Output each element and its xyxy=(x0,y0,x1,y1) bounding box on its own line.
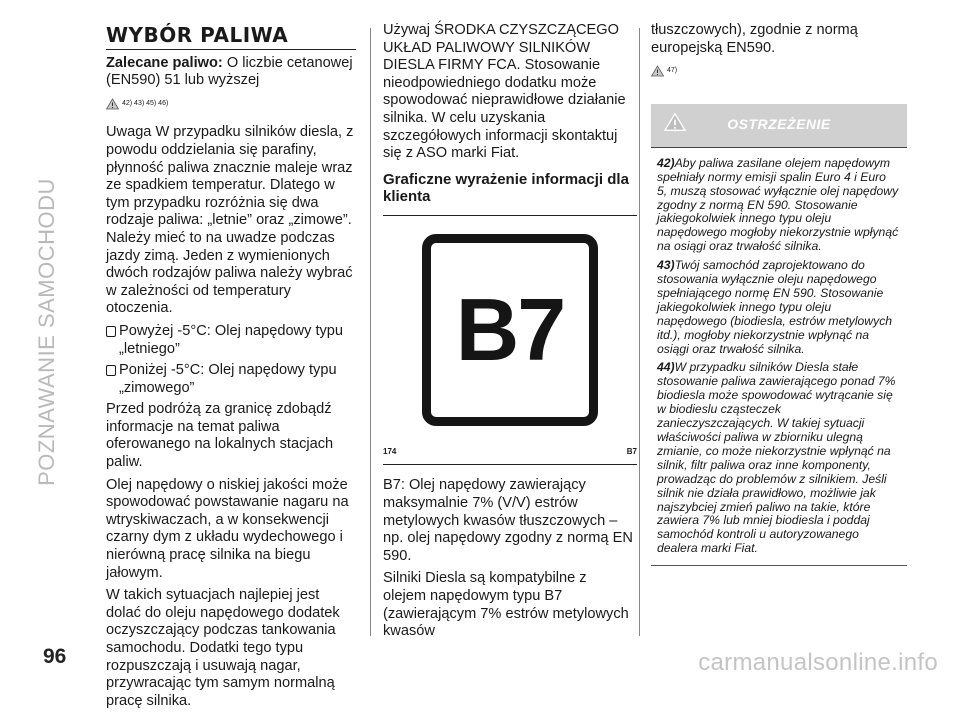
paragraph-b7-compat: Silniki Diesla są kompatybilne z olejem napędowym typu B7 (zawierającym 7% estrów metylowych kwasów xyxy=(383,570,629,640)
page-heading: WYBÓR PALIWA xyxy=(106,22,356,50)
warning-body xyxy=(651,157,907,566)
list-item-summer xyxy=(106,323,356,358)
recommended-fuel xyxy=(106,55,356,90)
paragraph-fca-cleaner: Używaj ŚRODKA CZYSZCZĄCEGO UKŁAD PALIWOWY SILNIKÓW DIESLA FIRMY FCA. Stosowanie nieodpowiedniego dodatku może spowodować nieprawidłowe działanie silnika. W celu uzyskania szczegółowych informacji skontaktuj się z ASO marki Fiat. xyxy=(383,22,626,162)
recommended-fuel-text: O liczbie cetanowej (EN590) 51 lub wyższej xyxy=(106,54,353,89)
warning-refs xyxy=(106,95,356,113)
figure-caption xyxy=(383,437,637,461)
list-item-summer-text: Powyżej -5°C: Olej napędowy typu „letniego” xyxy=(119,322,344,357)
page-number: 96 xyxy=(43,645,67,668)
paragraph-travel: Przed podróżą za granicę zdobądź informacje na temat paliwa oferowanego na lokalnych stacjach paliw. xyxy=(106,401,334,471)
warning-43-number: 43) xyxy=(657,258,675,273)
warning-ref xyxy=(651,62,907,80)
column-3 xyxy=(651,22,907,566)
recommended-fuel-label: Zalecane paliwo: xyxy=(106,54,223,71)
list-item-winter-text: Poniżej -5°C: Olej napędowy typu „zimowego” xyxy=(119,362,337,396)
warning-44-number: 44) xyxy=(657,360,675,375)
column-divider xyxy=(370,28,371,636)
warning-44-text: W przypadku silników Diesla stałe stosowanie paliwa zawierającego ponad 7% biodiesla może spowodować wytrącanie się w biodieslu cząsteczek zanieczyszczających. W takiej sytuacji właściwości paliwa w zbiorniku ulegną zmianie, co może niekorzystnie wpłynąć na silnik, filtr paliwa oraz inne komponenty, prowadząc do problemów z silnikiem. Jeśli silnik nie działa prawidłowo, możliwie jak najszybciej zmień paliwo na takie, które zawiera 7% lub mniej biodiesla i poddaj samochód kontroli u autoryzowanego dealera marki Fiat. xyxy=(657,360,896,556)
paragraph-en590: tłuszczowych), zgodnie z normą europejską EN590. xyxy=(651,22,858,56)
figure-b7 xyxy=(383,215,637,466)
b7-fuel-label xyxy=(422,234,598,426)
list-item-winter xyxy=(106,362,356,397)
subheading-customer-info: Graficzne wyrażenie informacji dla klienta xyxy=(383,170,629,205)
warning-43 xyxy=(657,259,899,356)
checkbox-bullet-icon xyxy=(106,365,116,376)
warning-44 xyxy=(657,361,899,556)
figure-code: B7 xyxy=(626,446,637,456)
checkbox-bullet-icon xyxy=(106,326,116,337)
paragraph-additive: W takich sytuacjach najlepiej jest dolać do oleju napędowego dodatek oczyszczający podczas tankowania samochodu. Dodatki tego typu rozpuszczają i usuwają nagar, przywracając tym samym normalną pracę silnika. xyxy=(106,587,340,709)
warning-triangle-icon xyxy=(651,65,664,77)
warning-title: OSTRZEŻENIE xyxy=(727,116,831,133)
warning-ref-text: 47) xyxy=(667,67,678,75)
warning-43-text: Twój samochód zaprojektowano do stosowania wyłącznie oleju napędowego spełniającego normę EN 590. Stosowanie jakiegokolwiek innego typu oleju napędowego (biodiesla, estrów metylowych itd.), mogłoby niekorzystnie wpłynąć na osiągi oraz trwałość silnika. xyxy=(657,258,893,356)
warning-refs-text: 42) 43) 45) 46) xyxy=(122,99,169,107)
column-2 xyxy=(383,22,637,646)
paragraph-low-quality: Olej napędowy o niskiej jakości może spowodować powstawanie nagaru na wtryskiwaczach, a w konsekwencji czarny dym z układu wydechowego i nierówną pracę silnika na biegu jałowym. xyxy=(106,476,349,581)
watermark: carmanualsonline.info xyxy=(698,649,938,676)
warning-triangle-icon xyxy=(664,112,686,132)
column-divider xyxy=(639,28,640,636)
warning-42-number: 42) xyxy=(657,155,675,170)
section-side-title: POZNAWANIE SAMOCHODU xyxy=(34,178,59,486)
paragraph-diesel-note: Uwaga W przypadku silników diesla, z powodu oddzielania się parafiny, płynność paliwa znacznie maleje wraz ze spadkiem temperatur. Dlatego w tym przypadku rozróżnia się dwa rodzaje paliwa: „letnie” oraz „zimowe”. Należy mieć to na uwadze podczas jazdy zimą. Jeden z wymienionych dwóch rodzajów paliwa należy wybrać w zależności od temperatury otoczenia. xyxy=(106,124,354,317)
column-1 xyxy=(106,22,356,715)
warning-42 xyxy=(657,157,899,254)
b7-sign-text: B7 xyxy=(455,280,565,380)
paragraph-b7-definition: B7: Olej napędowy zawierający maksymalnie 7% (V/V) estrów metylowych kwasów tłuszczowych – np. olej napędowy zgodny z normą EN 590. xyxy=(383,477,633,564)
figure-number: 174 xyxy=(383,446,397,456)
warning-header xyxy=(651,104,907,148)
warning-triangle-icon xyxy=(106,98,119,110)
warning-42-text: Aby paliwa zasilane olejem napędowym spełniały normy emisji spalin Euro 4 i Euro 5, muszą stosować wyłącznie olej napędowy zgodny z normą EN 590. Stosowanie jakiegokolwiek innego typu oleju napędowego mogłoby niekorzystnie wpłynąć na osiągi oraz trwałość silnika. xyxy=(657,155,899,254)
